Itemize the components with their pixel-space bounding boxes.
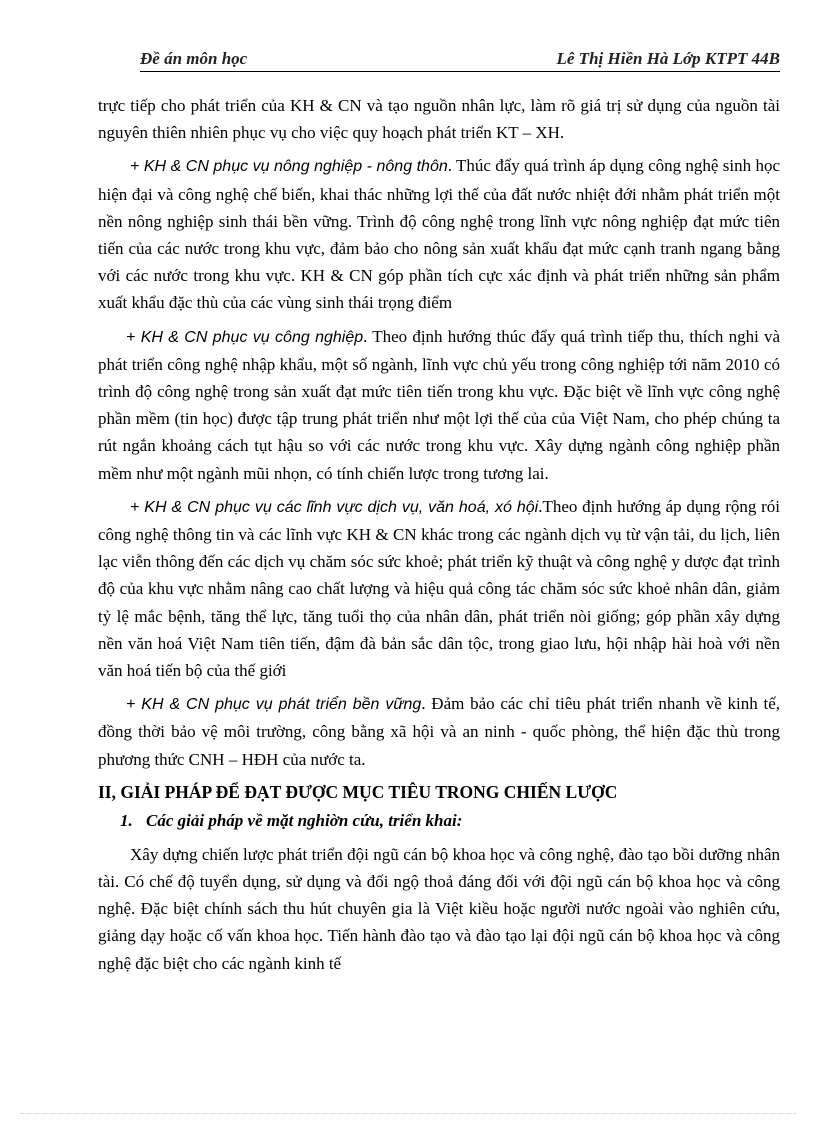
paragraph-agriculture-lead: + KH & CN phục vụ nông nghiệp - nông thôn (130, 158, 448, 176)
subsection-number: 1. (120, 810, 133, 830)
paragraph-sustainable-text: . Đảm bảo các chỉ tiêu phát triển nhanh về kinh tế, đồng thời bảo vệ môi trường, công bằng xã hội và an ninh - quốc phòng, thể hiện đặc thù trong phương thức CNH – HĐH của nước ta. (98, 694, 780, 769)
paragraph-services-lead: + KH & CN phục vụ các lĩnh vực dịch vụ, văn hoá, xó hội (130, 498, 539, 516)
paragraph-industry (98, 323, 780, 487)
paragraph-services (98, 493, 780, 684)
header-author-class: Lê Thị Hiền Hà Lớp KTPT 44B (556, 49, 780, 68)
paragraph-research-solutions: Xây dựng chiến lược phát triển đội ngũ cán bộ khoa học và công nghệ, đào tạo bồi dưỡng nhân tài. Có chế độ tuyển dụng, sử dụng và đối ngộ thoả đáng đối với đội ngũ cán bộ khoa học và công nghệ. Đặc biệt chính sách thu hút chuyên gia là Việt kiều hoặc người nước ngoài vào nghiên cứu, giảng dạy hoặc cố vấn khoa học. Tiến hành đào tạo và đào tạo lại đội ngũ cán bộ khoa học và công nghệ đặc biệt cho các ngành kinh tế (98, 844, 780, 973)
page-bottom-divider (20, 1113, 796, 1114)
paragraph-sustainable-lead: + KH & CN phục vụ phát triển bền vững (126, 696, 422, 714)
paragraph-sustainable (98, 690, 780, 773)
paragraph-agriculture (98, 152, 780, 316)
paragraph-industry-lead: + KH & CN phục vụ công nghiệp (126, 328, 364, 346)
section-heading: II, GIẢI PHÁP ĐỂ ĐẠT ĐƯỢC MỤC TIÊU TRONG CHIẾN LƯỢC (98, 781, 618, 802)
subsection-title: Các giải pháp về mặt nghiờn cứu, triển khai: (146, 810, 463, 830)
paragraph-industry-text: . Theo định hướng thúc đẩy quá trình tiếp thu, thích nghi và phát triển công nghệ nhập khẩu, một số ngành, lĩnh vực chủ yếu trong công nghiệp tới năm 2010 có trình độ công nghệ trong sản xuất đạt mức tiên tiến trong khu vực. Đặc biệt về lĩnh vực công nghệ phần mềm (tin học) được tập trung phát triển như một lợi thế của của Việt Nam, cho phép chúng ta rút ngắn khoảng cách tụt hậu so với các nước trong khu vực. Xây dựng ngành công nghiệp phần mềm như một ngành mũi nhọn, có tính chiến lược trong tương lai. (98, 326, 780, 483)
document-body (98, 92, 780, 977)
page-header (140, 49, 780, 72)
paragraph-agriculture-text: . Thúc đẩy quá trình áp dụng công nghệ sinh học hiện đại và công nghệ chế biến, khai thác những lợi thế của đất nước nhiệt đới nhằm phát triển một nền nông nghiệp sinh thái bền vững. Trình độ công nghệ trong lĩnh vực nông nghiệp đạt mức tiên tiến của các nước trong khu vực, đảm bảo cho nông sản xuất khẩu đạt mức cạnh tranh ngang bằng với các nước trong khu vực. KH & CN góp phần tích cực xác định và phát triển những sản phẩm xuất khẩu đặc thù của các vùng sinh thái trọng điểm (98, 156, 780, 313)
paragraph-services-text: .Theo định hướng áp dụng rộng rói công nghệ thông tin và các lĩnh vực KH & CN khác trong các ngành dịch vụ từ vận tải, du lịch, liên lạc viễn thông đến các dịch vụ chăm sóc sức khoẻ; phát triển kỹ thuật và công nghệ y dược đạt trình độ của khu vực nhằm nâng cao chất lượng và hiệu quả công tác chăm sóc sức khoẻ nhân dân, giảm tỷ lệ mắc bệnh, tăng thể lực, tăng tuổi thọ của nhân dân, phát triển nòi giống; góp phần xây dựng nền văn hoá Việt Nam tiên tiến, đậm đà bản sắc dân tộc, trong giao lưu, hội nhập hài hoà với nền văn hoá tiến bộ của thế giới (98, 496, 781, 681)
paragraph-intro: trực tiếp cho phát triển của KH & CN và tạo nguồn nhân lực, làm rõ giá trị sử dụng của nguồn tài nguyên thiên nhiên phục vụ cho việc quy hoạch phát triển KT – XH. (98, 96, 780, 143)
subsection-heading (120, 807, 780, 835)
header-course-title: Đề án môn học (140, 49, 248, 68)
